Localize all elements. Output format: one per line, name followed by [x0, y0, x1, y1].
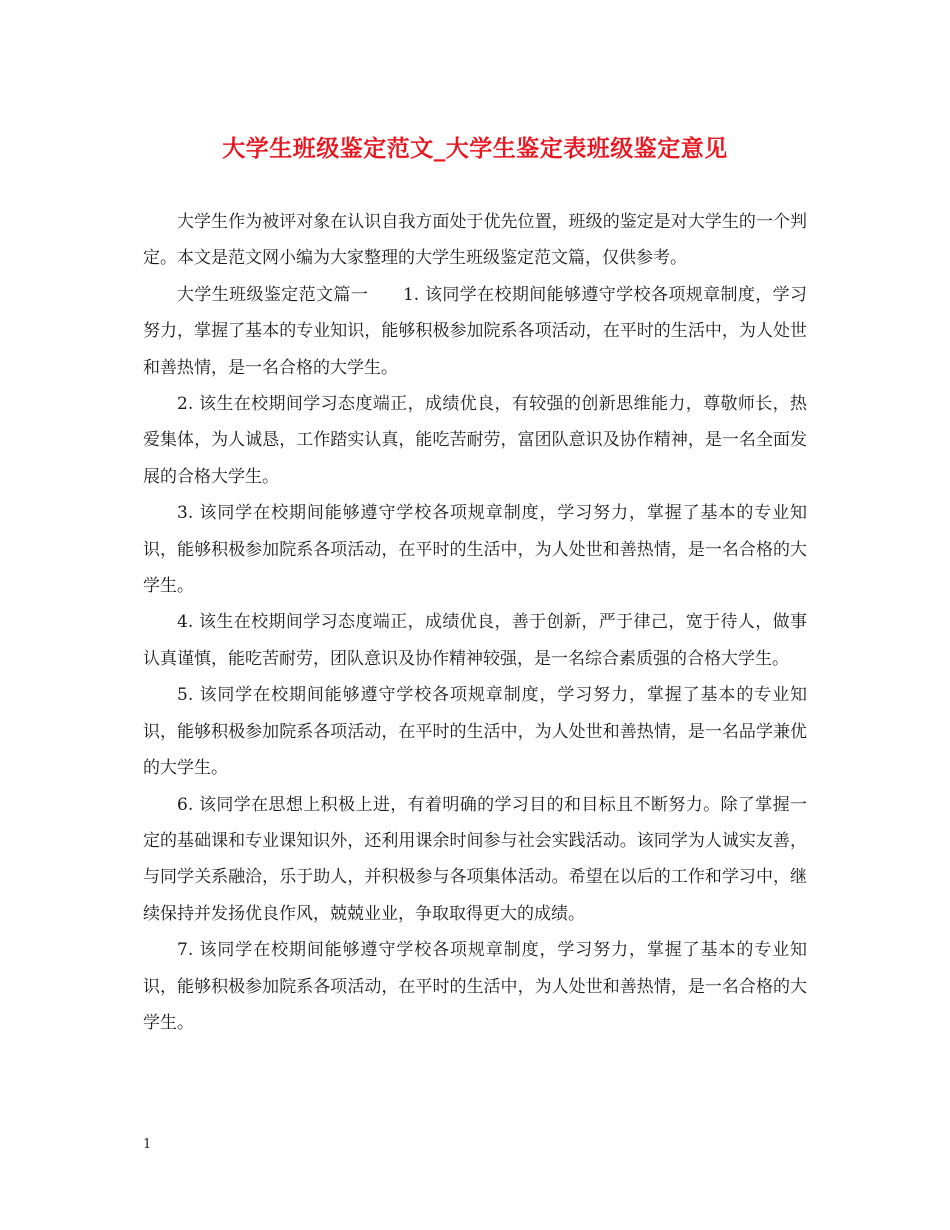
- paragraph-item-6: 6. 该同学在思想上积极上进，有着明确的学习目的和目标且不断努力。除了掌握一定的基础课和专业课知识外，还利用课余时间参与社会实践活动。该同学为人诚实友善，与同学关系融洽，乐于助人，并积极参与各项集体活动。希望在以后的工作和学习中，继续保持并发扬优良作风，兢兢业业，争取取得更大的成绩。: [143, 794, 807, 924]
- paragraph-item-4: 4. 该生在校期间学习态度端正，成绩优良，善于创新，严于律己，宽于待人，做事认真谨慎，能吃苦耐劳，团队意识及协作精神较强，是一名综合素质强的合格大学生。: [143, 612, 807, 669]
- paragraph-item-7: 7. 该同学在校期间能够遵守学校各项规章制度，学习努力，掌握了基本的专业知识，能够积极参加院系各项活动，在平时的生活中，为人处世和善热情，是一名合格的大学生。: [143, 940, 807, 1033]
- paragraph-intro: 大学生作为被评对象在认识自我方面处于优先位置，班级的鉴定是对大学生的一个判定。本文是范文网小编为大家整理的大学生班级鉴定范文篇，仅供参考。: [143, 212, 807, 269]
- document-title: 大学生班级鉴定范文_大学生鉴定表班级鉴定意见: [222, 135, 728, 162]
- page-number: 1: [143, 1137, 152, 1152]
- paragraph-item-3: 3. 该同学在校期间能够遵守学校各项规章制度，学习努力，掌握了基本的专业知识，能够积极参加院系各项活动，在平时的生活中，为人处世和善热情，是一名合格的大学生。: [143, 503, 807, 597]
- paragraph-item-2: 2. 该生在校期间学习态度端正，成绩优良，有较强的创新思维能力，尊敬师长，热爱集体，为人诚恳，工作踏实认真，能吃苦耐劳，富团队意识及协作精神，是一名全面发展的合格大学生。: [143, 394, 807, 487]
- paragraph-item-1: 大学生班级鉴定范文篇一 1. 该同学在校期间能够遵守学校各项规章制度，学习努力，掌握了基本的专业知识，能够积极参加院系各项活动，在平时的生活中，为人处世和善热情，是一名合格的大学生。: [143, 284, 807, 378]
- document-body: [143, 204, 807, 1041]
- paragraph-item-5: 5. 该同学在校期间能够遵守学校各项规章制度，学习努力，掌握了基本的专业知识，能够积极参加院系各项活动，在平时的生活中，为人处世和善热情，是一名品学兼优的大学生。: [143, 685, 807, 779]
